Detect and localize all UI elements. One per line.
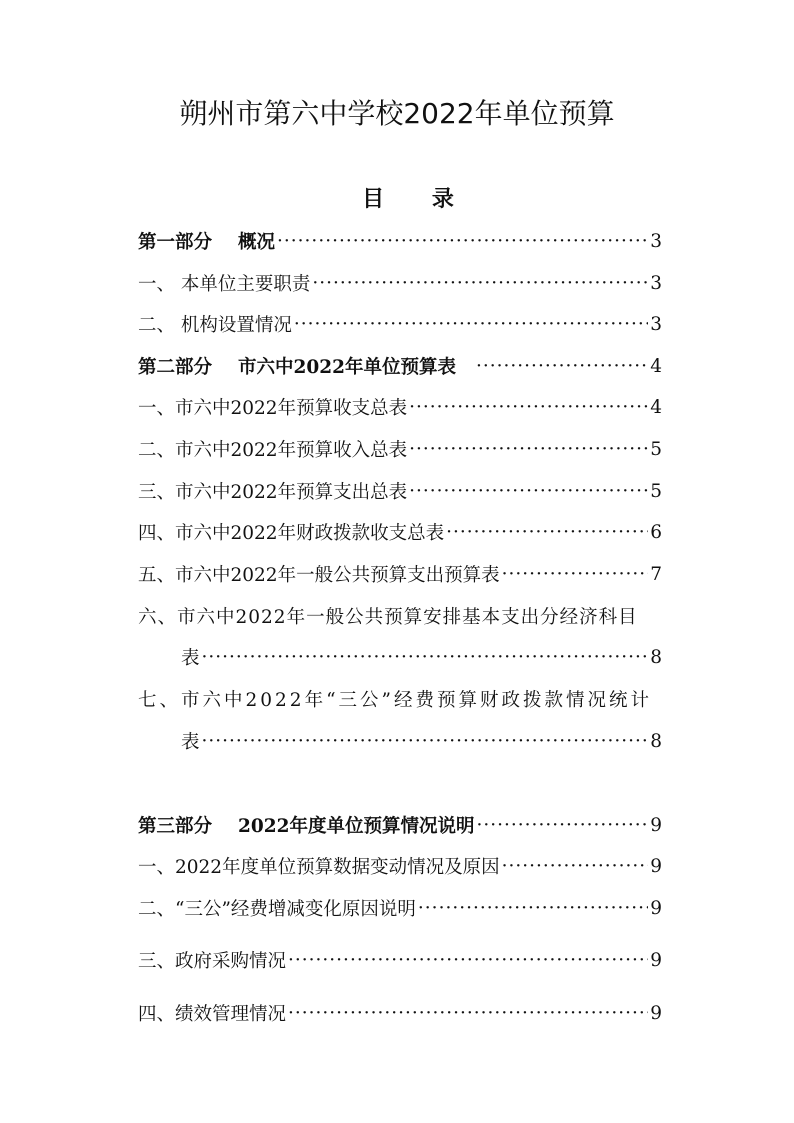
toc-entry-label: 七、市六中2022年“三公”经费预算财政拨款情况统计 [138,690,652,711]
toc-entry[interactable] [138,476,662,506]
toc-page-number: 9 [650,814,662,836]
toc-entry[interactable] [138,309,662,339]
dot-leader [444,522,648,543]
dot-leader [456,356,648,377]
toc-entry-label: 表 [181,648,200,669]
toc-page-number: 5 [650,438,662,460]
toc-page-number: 8 [650,646,662,668]
toc-entry[interactable] [138,559,662,589]
toc-entry-continuation[interactable] [181,642,662,672]
toc-page-number: 9 [650,855,662,877]
toc-entry[interactable] [138,851,662,881]
toc-entry-label: 二、“三公”经费增减变化原因说明 [138,899,416,920]
toc-entry-label: 五、市六中2022年一般公共预算支出预算表 [138,565,500,586]
dot-leader [416,898,648,919]
toc-entry-label: 第三部分 2022年度单位预算情况说明 [138,816,475,837]
dot-leader [500,564,649,585]
dot-leader [310,273,648,294]
toc-page-number: 8 [650,730,662,752]
dot-leader [275,231,648,252]
toc-entry-part-2[interactable] [138,351,662,381]
toc-page-number: 9 [650,1002,662,1024]
toc-entry-label: 四、市六中2022年财政拨款收支总表 [138,523,445,544]
toc-entry-label: 三、市六中2022年预算支出总表 [138,482,408,503]
toc-page-number: 5 [650,480,662,502]
toc-entry-label: 二、 机构设置情况 [138,315,292,336]
dot-leader [500,856,649,877]
dot-leader [286,1003,648,1024]
toc-entry-label: 第一部分 概况 [138,232,276,253]
toc-entry-part-3[interactable] [138,810,662,840]
toc-entry-wrapped[interactable] [138,601,678,631]
toc-entry-label: 第二部分 市六中2022年单位预算表 [138,357,457,378]
toc-entry[interactable] [138,392,662,422]
toc-entry[interactable] [138,945,662,975]
dot-leader [407,439,648,460]
dot-leader [475,815,649,836]
toc-entry-label: 三、政府采购情况 [138,951,287,972]
toc-page-number: 9 [650,897,662,919]
toc-page-number: 7 [650,563,662,585]
toc-page-number: 9 [650,949,662,971]
dot-leader [200,647,649,668]
toc-entry[interactable] [138,893,662,923]
toc-entry-wrapped[interactable] [138,684,694,714]
dot-leader [407,397,648,418]
toc-entry-continuation[interactable] [181,726,662,756]
dot-leader [286,950,648,971]
toc-entry[interactable] [138,998,662,1028]
dot-leader [200,731,649,752]
toc-entry[interactable] [138,517,662,547]
toc-page-number: 3 [650,230,662,252]
toc-page-number: 4 [650,355,662,377]
toc-page-number: 3 [650,272,662,294]
toc-entry-label: 一、市六中2022年预算收支总表 [138,398,408,419]
toc-page-number: 6 [650,521,662,543]
toc-page-number: 4 [650,396,662,418]
toc-entry-label: 二、市六中2022年预算收入总表 [138,440,408,461]
toc-entry[interactable] [138,268,662,298]
toc-page-number: 3 [650,313,662,335]
toc-entry-part-1[interactable] [138,226,662,256]
toc-entry-label: 四、绩效管理情况 [138,1004,287,1025]
toc-entry-label: 一、 本单位主要职责 [138,274,311,295]
toc-entry[interactable] [138,434,662,464]
dot-leader [407,481,648,502]
toc-entry-label: 一、2022年度单位预算数据变动情况及原因 [138,857,500,878]
document-title: 朔州市第六中学校2022年单位预算 [179,97,615,130]
dot-leader [292,314,648,335]
toc-entry-label: 表 [181,732,200,753]
toc-entry-label: 六、市六中2022年一般公共预算安排基本支出分经济科目 [138,607,638,628]
toc-heading: 目 录 [362,186,474,212]
